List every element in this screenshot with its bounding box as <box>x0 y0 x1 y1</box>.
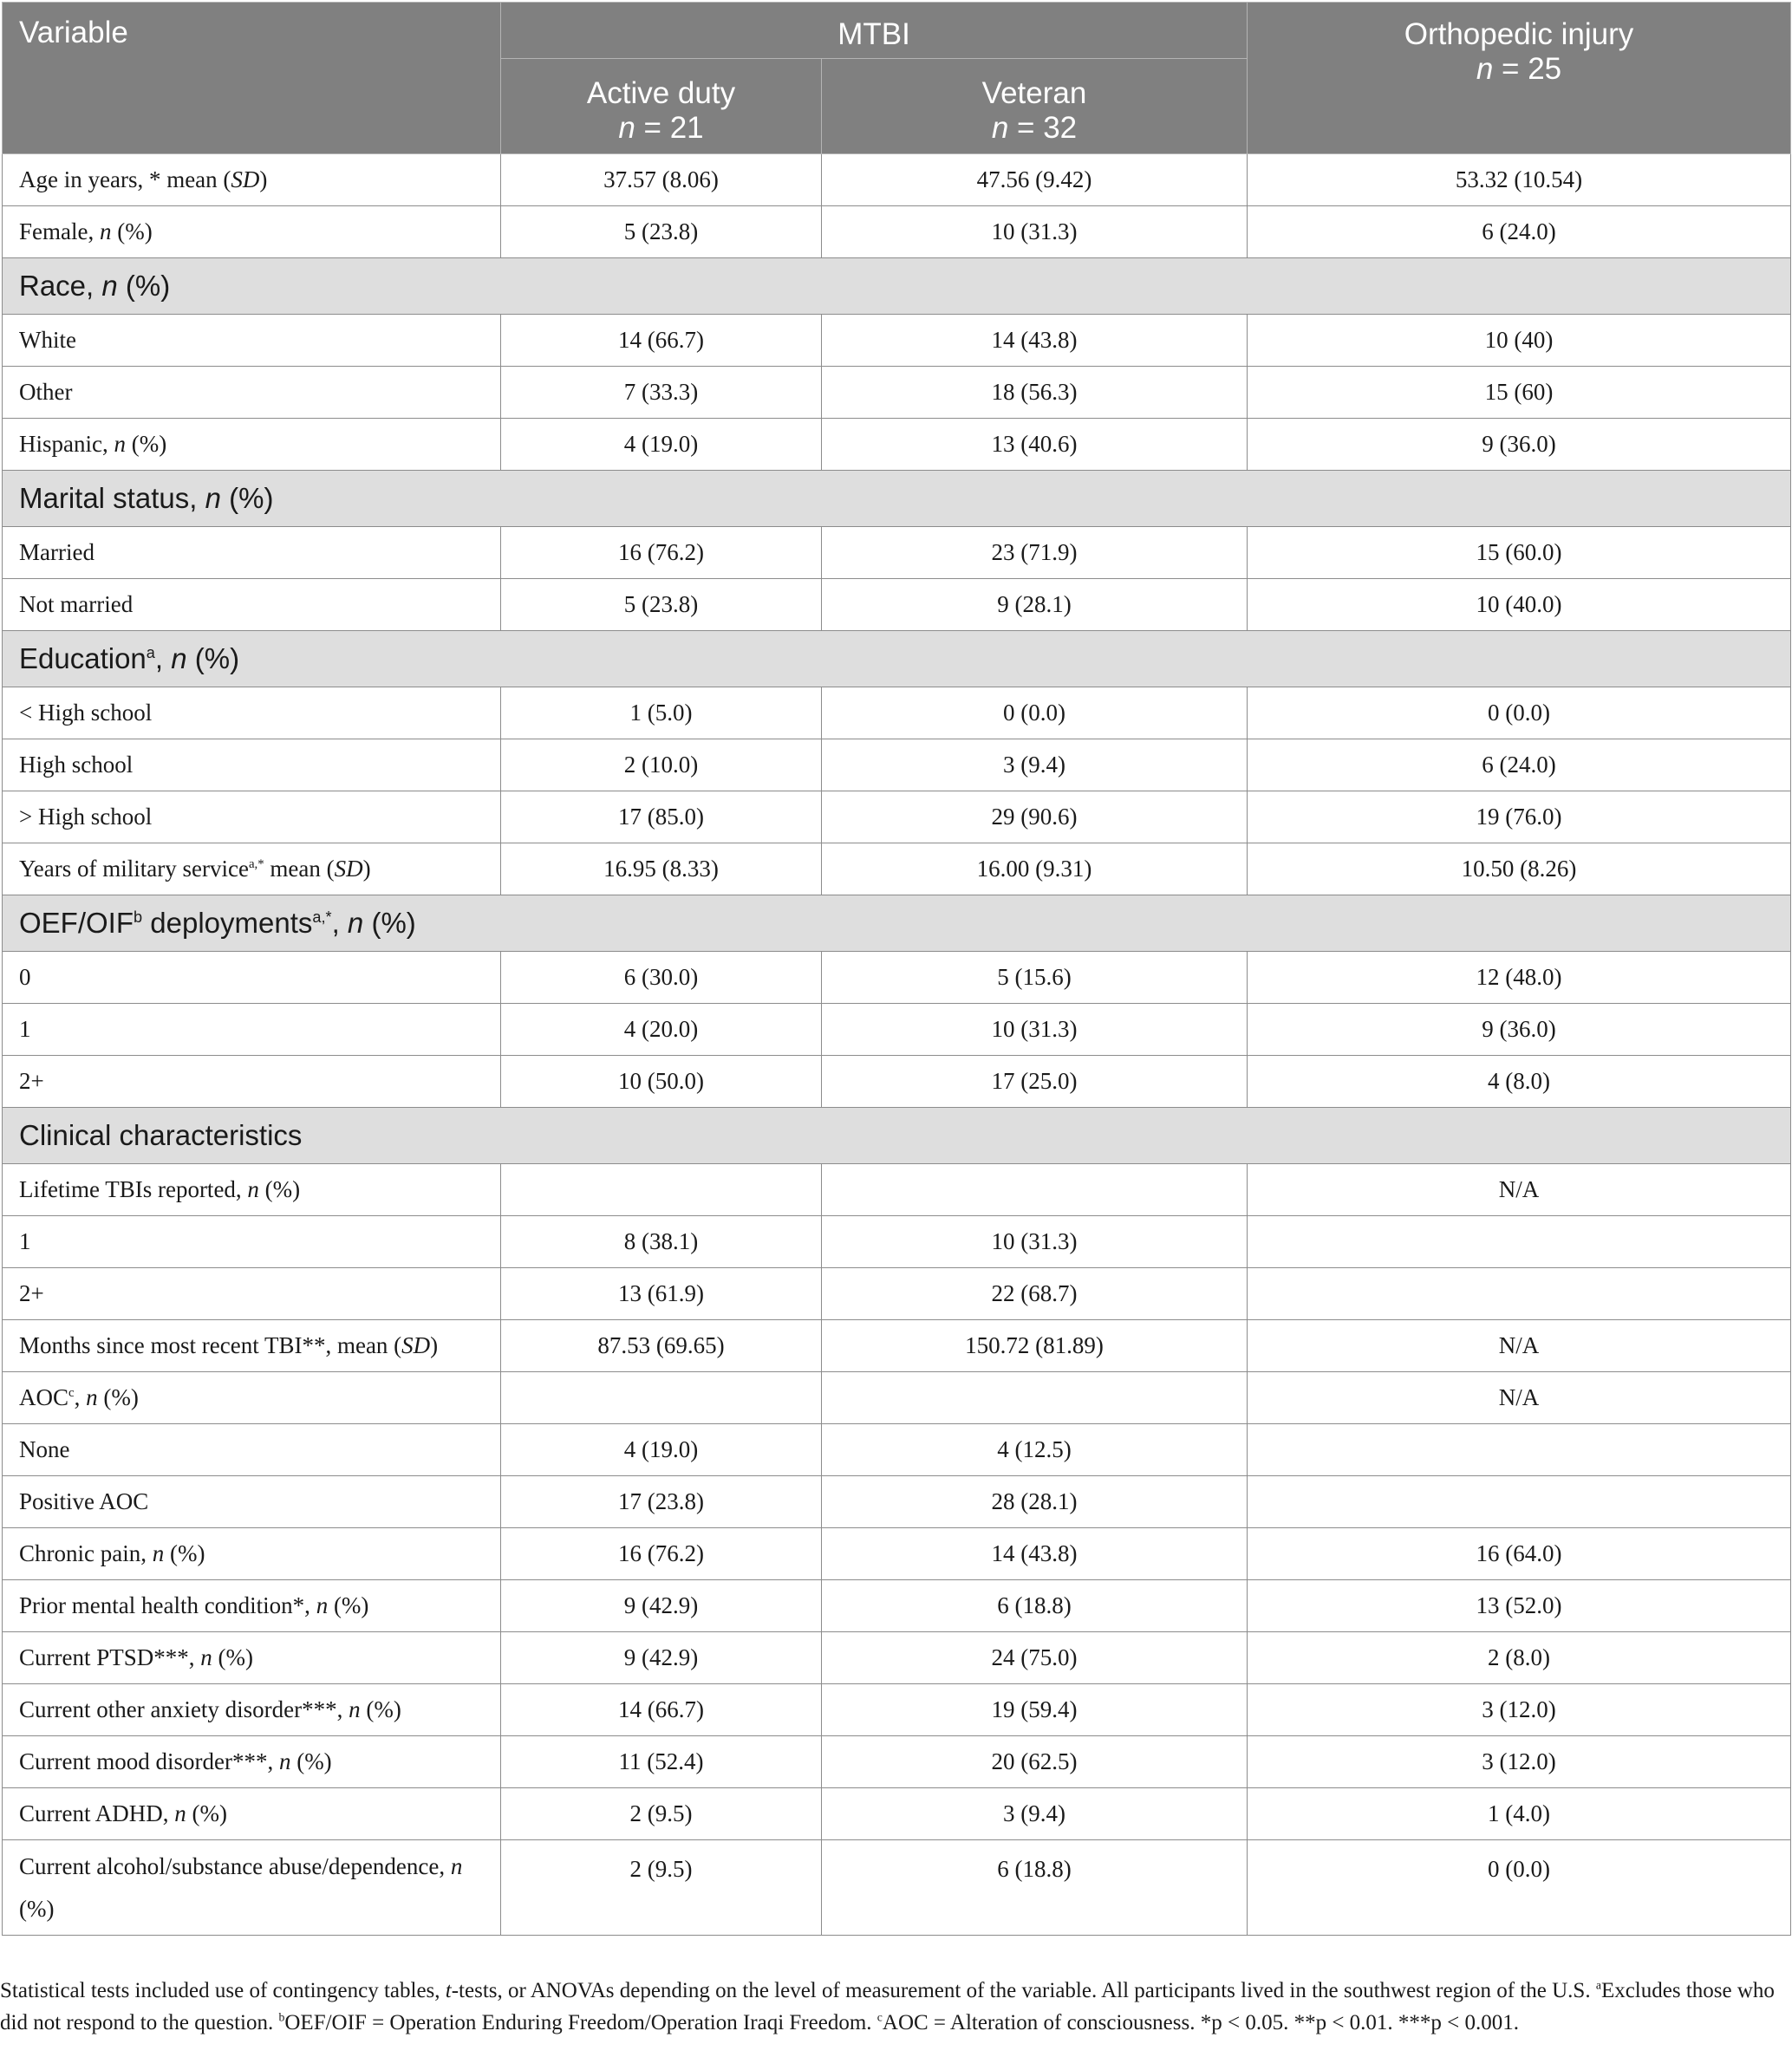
cell-value: 0 (0.0) <box>1248 687 1791 739</box>
cell-value: 6 (24.0) <box>1248 206 1791 258</box>
cell-value: 11 (52.4) <box>501 1736 822 1788</box>
table-row <box>3 315 1791 367</box>
row-label: Current ADHD, n (%) <box>3 1788 501 1840</box>
table-footnote: Statistical tests included use of contingency tables, t-tests, or ANOVAs depending on the level of measurement of the variable. All participants lived in the southwest region of the U.S. $^a$Excludes those who did not respond to the question. $^b$OEF/OIF = Operation Enduring Freedom/Operation Iraqi Freedom. $^c$AOC = Alteration of consciousness. *p < 0.05. **p < 0.01. ***p < 0.001. <box>0 1978 1775 2034</box>
section-row <box>3 471 1791 527</box>
cell-value: 9 (36.0) <box>1248 419 1791 471</box>
cell-value: 3 (9.4) <box>822 1788 1248 1840</box>
row-label: Current PTSD***, n (%) <box>3 1632 501 1684</box>
cell-value: 9 (28.1) <box>822 579 1248 631</box>
table-row <box>3 1476 1791 1528</box>
row-label: 2+ <box>3 1056 501 1108</box>
cell-value: 6 (30.0) <box>501 952 822 1004</box>
section-label: Clinical characteristics <box>3 1108 1791 1164</box>
cell-value: 47.56 (9.42) <box>822 154 1248 206</box>
cell-value <box>1248 1476 1791 1528</box>
row-label: Current mood disorder***, n (%) <box>3 1736 501 1788</box>
cell-value: 16 (76.2) <box>501 527 822 579</box>
cell-value: 19 (59.4) <box>822 1684 1248 1736</box>
cell-value: 16 (76.2) <box>501 1528 822 1580</box>
cell-value: 2 (10.0) <box>501 739 822 791</box>
cell-value <box>501 1372 822 1424</box>
cell-value: 53.32 (10.54) <box>1248 154 1791 206</box>
table-row <box>3 154 1791 206</box>
table-row <box>3 1632 1791 1684</box>
cell-value: 6 (18.8) <box>822 1840 1248 1936</box>
cell-value: 24 (75.0) <box>822 1632 1248 1684</box>
cell-value: 15 (60) <box>1248 367 1791 419</box>
row-label: 1 <box>3 1216 501 1268</box>
section-row <box>3 258 1791 315</box>
cell-value: N/A <box>1248 1164 1791 1216</box>
cell-value: 0 (0.0) <box>822 687 1248 739</box>
cell-value: 4 (20.0) <box>501 1004 822 1056</box>
row-label: < High school <box>3 687 501 739</box>
header-veteran-label: Veteran <box>981 76 1087 110</box>
cell-value: 22 (68.7) <box>822 1268 1248 1320</box>
header-active-duty-label: Active duty <box>586 76 736 110</box>
table-row <box>3 1004 1791 1056</box>
table-row <box>3 206 1791 258</box>
row-label: Positive AOC <box>3 1476 501 1528</box>
cell-value: 7 (33.3) <box>501 367 822 419</box>
row-label: 0 <box>3 952 501 1004</box>
header-orthopedic-n: n = 25 <box>1476 52 1562 86</box>
cell-value: 4 (19.0) <box>501 1424 822 1476</box>
row-label: Years of military service$^{a,*}$ mean (SD) <box>3 843 501 895</box>
cell-value: 9 (36.0) <box>1248 1004 1791 1056</box>
cell-value: 5 (15.6) <box>822 952 1248 1004</box>
row-label: > High school <box>3 791 501 843</box>
cell-value: 4 (12.5) <box>822 1424 1248 1476</box>
table-row <box>3 687 1791 739</box>
cell-value: 2 (9.5) <box>501 1788 822 1840</box>
cell-value: 10 (40) <box>1248 315 1791 367</box>
cell-value: 87.53 (69.65) <box>501 1320 822 1372</box>
cell-value: 9 (42.9) <box>501 1580 822 1632</box>
cell-value: 10 (31.3) <box>822 206 1248 258</box>
row-label: White <box>3 315 501 367</box>
cell-value: 1 (4.0) <box>1248 1788 1791 1840</box>
table-row <box>3 1268 1791 1320</box>
table-row <box>3 579 1791 631</box>
cell-value: 15 (60.0) <box>1248 527 1791 579</box>
cell-value <box>822 1372 1248 1424</box>
section-row <box>3 1108 1791 1164</box>
header-orthopedic <box>1248 3 1791 154</box>
cell-value: 16.00 (9.31) <box>822 843 1248 895</box>
table-row <box>3 527 1791 579</box>
cell-value: 17 (23.8) <box>501 1476 822 1528</box>
cell-value: 18 (56.3) <box>822 367 1248 419</box>
table-row <box>3 1216 1791 1268</box>
table-container <box>2 2 1790 1936</box>
cell-value: 3 (9.4) <box>822 739 1248 791</box>
cell-value: 0 (0.0) <box>1248 1840 1791 1936</box>
header-mtbi: MTBI <box>501 3 1248 59</box>
demographics-table <box>2 2 1791 1936</box>
cell-value: 23 (71.9) <box>822 527 1248 579</box>
cell-value: 3 (12.0) <box>1248 1684 1791 1736</box>
header-veteran-n: n = 32 <box>991 111 1078 145</box>
row-label: Female, n (%) <box>3 206 501 258</box>
section-label: OEF/OIF$^b$ deployments$^{a,*}$, n (%) <box>3 895 1791 952</box>
cell-value: 150.72 (81.89) <box>822 1320 1248 1372</box>
cell-value <box>822 1164 1248 1216</box>
header-variable: Variable <box>3 3 501 154</box>
table-row <box>3 1840 1791 1936</box>
table-row <box>3 1164 1791 1216</box>
table-row <box>3 419 1791 471</box>
cell-value: 16 (64.0) <box>1248 1528 1791 1580</box>
cell-value: 10 (50.0) <box>501 1056 822 1108</box>
row-label: Prior mental health condition*, n (%) <box>3 1580 501 1632</box>
cell-value: 13 (52.0) <box>1248 1580 1791 1632</box>
cell-value: 16.95 (8.33) <box>501 843 822 895</box>
cell-value <box>501 1164 822 1216</box>
section-label: Marital status, n (%) <box>3 471 1791 527</box>
cell-value: N/A <box>1248 1320 1791 1372</box>
row-label: Months since most recent TBI**, mean (SD) <box>3 1320 501 1372</box>
cell-value: 4 (19.0) <box>501 419 822 471</box>
cell-value: 29 (90.6) <box>822 791 1248 843</box>
row-label: Married <box>3 527 501 579</box>
cell-value: 2 (9.5) <box>501 1840 822 1936</box>
cell-value: 5 (23.8) <box>501 206 822 258</box>
cell-value: 10.50 (8.26) <box>1248 843 1791 895</box>
row-label: 1 <box>3 1004 501 1056</box>
table-row <box>3 843 1791 895</box>
cell-value: 14 (66.7) <box>501 315 822 367</box>
section-label: Race, n (%) <box>3 258 1791 315</box>
table-row <box>3 1580 1791 1632</box>
cell-value <box>1248 1268 1791 1320</box>
cell-value: 28 (28.1) <box>822 1476 1248 1528</box>
table-row <box>3 1056 1791 1108</box>
cell-value: 10 (31.3) <box>822 1216 1248 1268</box>
row-label: Age in years, * mean (SD) <box>3 154 501 206</box>
cell-value: 1 (5.0) <box>501 687 822 739</box>
cell-value: 14 (43.8) <box>822 1528 1248 1580</box>
cell-value: 10 (40.0) <box>1248 579 1791 631</box>
cell-value: 8 (38.1) <box>501 1216 822 1268</box>
cell-value: 19 (76.0) <box>1248 791 1791 843</box>
table-row <box>3 1684 1791 1736</box>
table-row <box>3 791 1791 843</box>
table-row <box>3 367 1791 419</box>
cell-value: 20 (62.5) <box>822 1736 1248 1788</box>
header-active-duty-n: n = 21 <box>618 111 704 145</box>
row-label: Other <box>3 367 501 419</box>
cell-value: 3 (12.0) <box>1248 1736 1791 1788</box>
table-row <box>3 1320 1791 1372</box>
table-header <box>3 3 1791 154</box>
row-label: High school <box>3 739 501 791</box>
cell-value: 17 (85.0) <box>501 791 822 843</box>
cell-value: 5 (23.8) <box>501 579 822 631</box>
table-row <box>3 952 1791 1004</box>
table-row <box>3 1528 1791 1580</box>
row-label: 2+ <box>3 1268 501 1320</box>
cell-value <box>1248 1216 1791 1268</box>
row-label: Hispanic, n (%) <box>3 419 501 471</box>
row-label: None <box>3 1424 501 1476</box>
row-label: AOC$^c$, n (%) <box>3 1372 501 1424</box>
cell-value: 13 (40.6) <box>822 419 1248 471</box>
cell-value: 12 (48.0) <box>1248 952 1791 1004</box>
table-row <box>3 1788 1791 1840</box>
row-label: Current other anxiety disorder***, n (%) <box>3 1684 501 1736</box>
section-row <box>3 895 1791 952</box>
cell-value: 6 (18.8) <box>822 1580 1248 1632</box>
cell-value: 4 (8.0) <box>1248 1056 1791 1108</box>
cell-value: 2 (8.0) <box>1248 1632 1791 1684</box>
row-label: Current alcohol/substance abuse/dependence, n (%) <box>3 1840 501 1936</box>
row-label: Lifetime TBIs reported, n (%) <box>3 1164 501 1216</box>
cell-value: 37.57 (8.06) <box>501 154 822 206</box>
table-row <box>3 739 1791 791</box>
cell-value: N/A <box>1248 1372 1791 1424</box>
cell-value: 9 (42.9) <box>501 1632 822 1684</box>
row-label: Chronic pain, n (%) <box>3 1528 501 1580</box>
header-active-duty <box>501 59 822 154</box>
cell-value: 14 (43.8) <box>822 315 1248 367</box>
cell-value: 10 (31.3) <box>822 1004 1248 1056</box>
row-label: Not married <box>3 579 501 631</box>
section-label: Education$^a$, n (%) <box>3 631 1791 687</box>
cell-value: 14 (66.7) <box>501 1684 822 1736</box>
table-row <box>3 1424 1791 1476</box>
cell-value: 6 (24.0) <box>1248 739 1791 791</box>
table-body <box>3 154 1791 1936</box>
section-row <box>3 631 1791 687</box>
cell-value <box>1248 1424 1791 1476</box>
cell-value: 13 (61.9) <box>501 1268 822 1320</box>
cell-value: 17 (25.0) <box>822 1056 1248 1108</box>
table-row <box>3 1372 1791 1424</box>
header-veteran <box>822 59 1248 154</box>
table-row <box>3 1736 1791 1788</box>
header-orthopedic-label: Orthopedic injury <box>1404 17 1634 51</box>
